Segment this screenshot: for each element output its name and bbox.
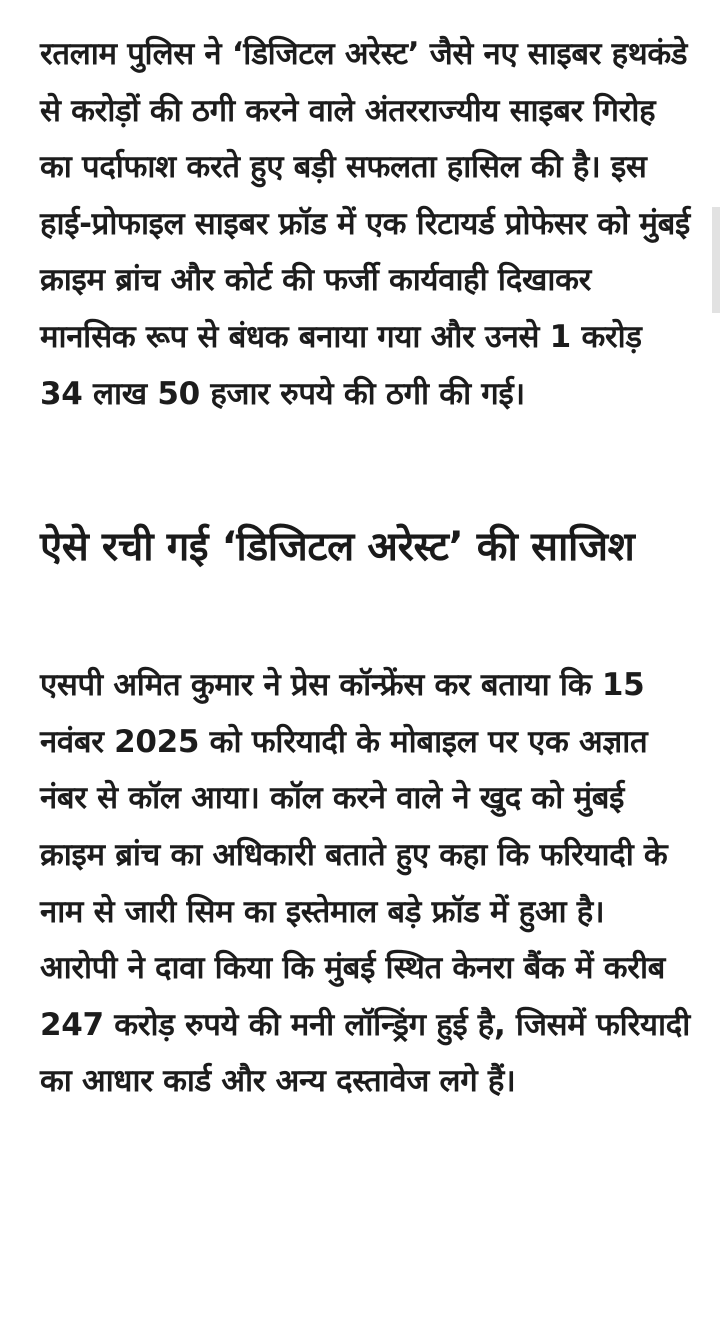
section-heading: ऐसे रची गई ‘डिजिटल अरेस्ट’ की साजिश xyxy=(40,524,635,571)
intro-paragraph: रतलाम पुलिस ने ‘डिजिटल अरेस्ट’ जैसे नए साइबर हथकंडे से करोड़ों की ठगी करने वाले अंतरराज्यीय साइबर गिरोह का पर्दाफाश करते हुए बड़ी सफलता हासिल की है। इस हाई-प्रोफाइल साइबर फ्रॉड में एक रिटायर्ड प्रोफेसर को मुंबई क्राइम ब्रांच और कोर्ट की फर्जी कार्यवाही दिखाकर मानसिक रूप से बंधक बनाया गया और उनसे 1 करोड़ 34 लाख 50 हजार रुपये की ठगी की गई। xyxy=(40,36,690,412)
scrollbar-thumb[interactable] xyxy=(712,207,720,313)
section-paragraph: एसपी अमित कुमार ने प्रेस कॉन्फ्रेंस कर बताया कि 15 नवंबर 2025 को फरियादी के मोबाइल पर एक अज्ञात नंबर से कॉल आया। कॉल करने वाले ने खुद को मुंबई क्राइम ब्रांच का अधिकारी बताते हुए कहा कि फरियादी के नाम से जारी सिम का इस्तेमाल बड़े फ्रॉड में हुआ है। आरोपी ने दावा किया कि मुंबई स्थित केनरा बैंक में करीब 247 करोड़ रुपये की मनी लॉन्ड्रिंग हुई है, जिसमें फरियादी का आधार कार्ड और अन्य दस्तावेज लगे हैं। xyxy=(40,667,690,1100)
article-body xyxy=(40,26,690,1110)
